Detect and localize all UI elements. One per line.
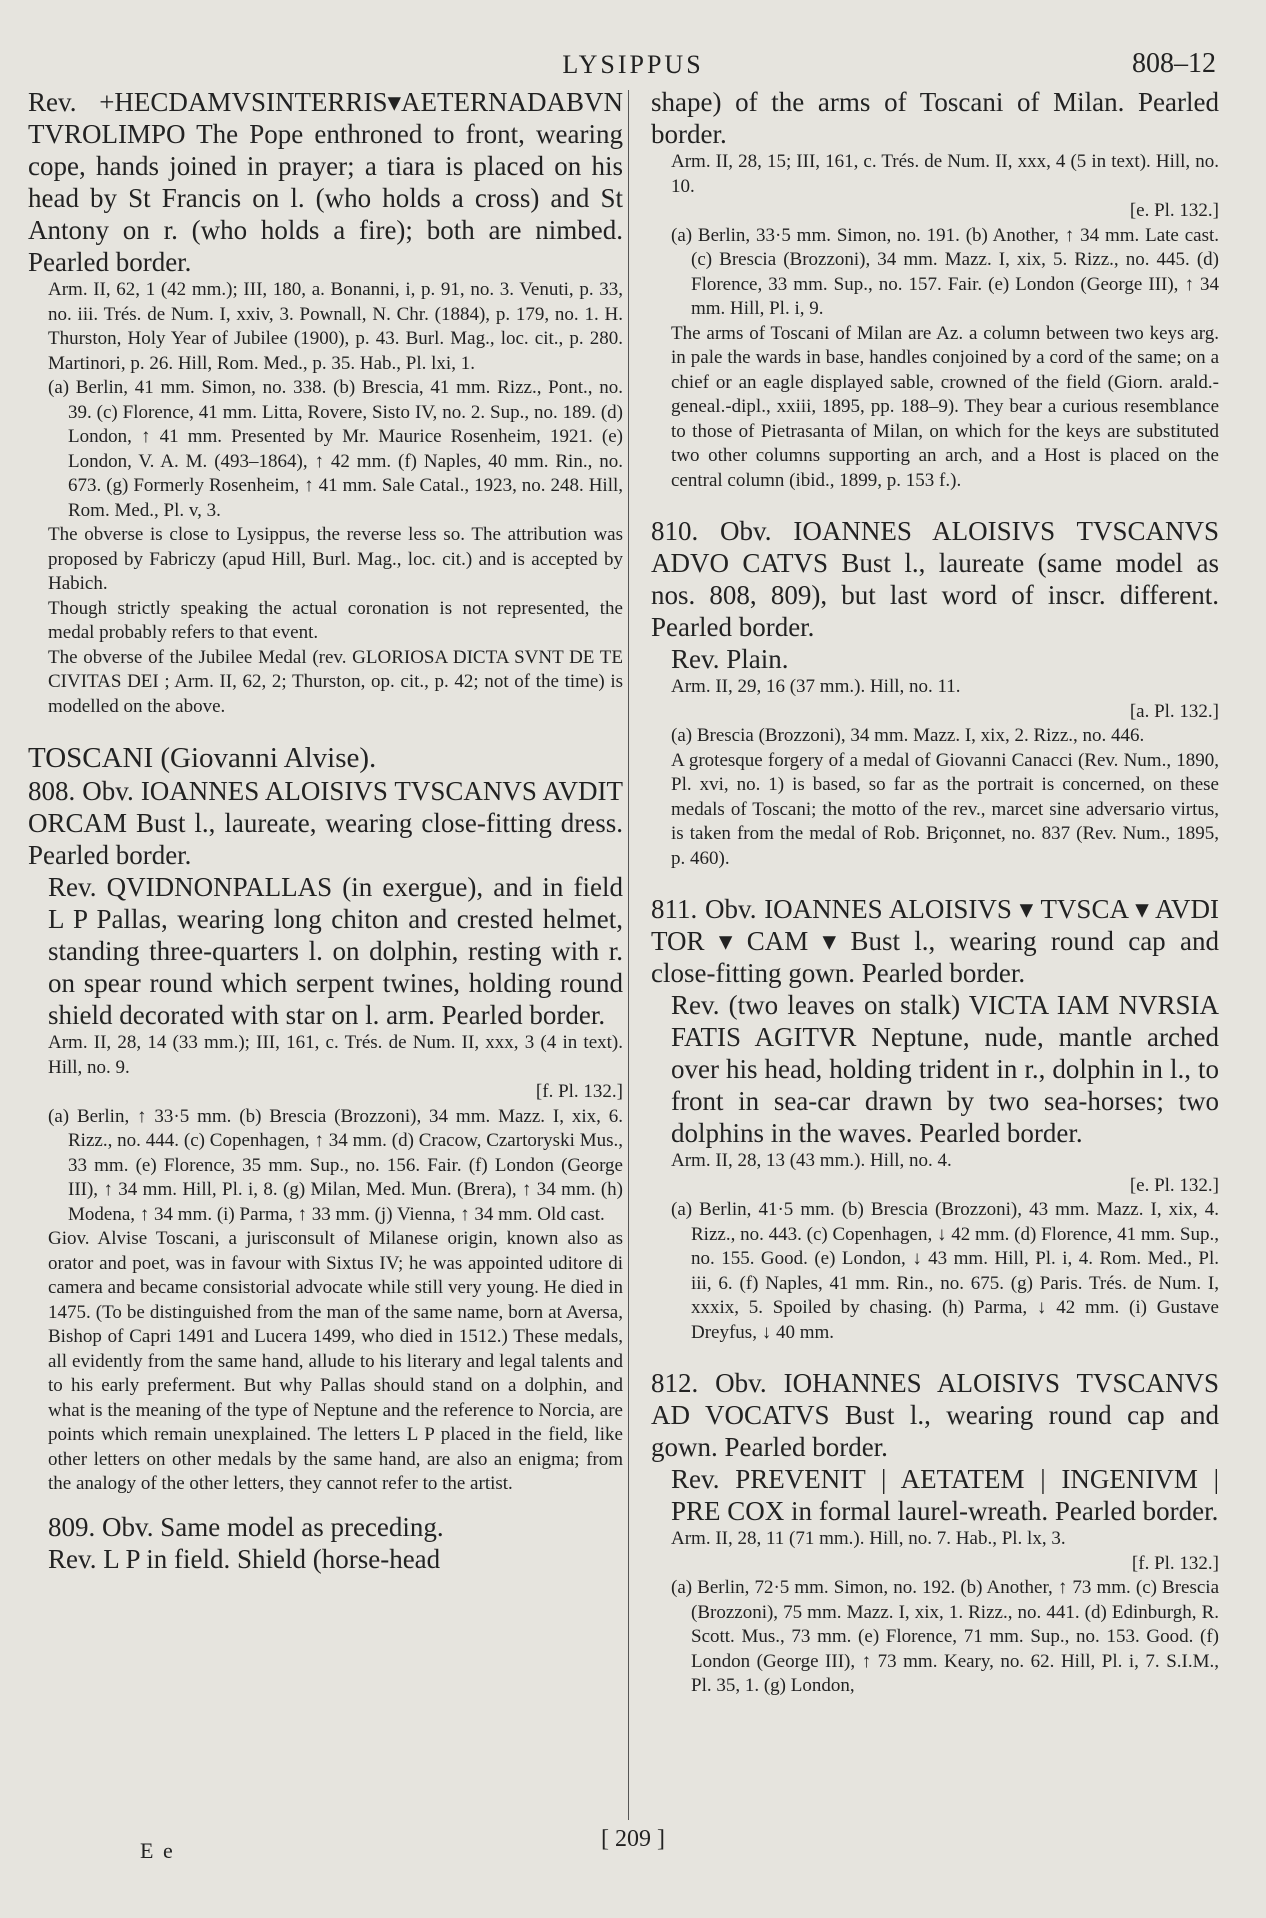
references-811: Arm. II, 28, 13 (43 mm.). Hill, no. 4. <box>671 1150 952 1171</box>
references-809: Arm. II, 28, 15; III, 161, c. Trés. de Num. II, xxx, 4 (5 in text). Hill, no. 10. <box>671 151 1219 197</box>
plate-808: [f. Pl. 132.] <box>535 1081 623 1102</box>
obverse-810: 810. Obv. IOANNES ALOISIVS TVSCANVS ADVO CATVS Bust l., laureate (same model as nos. 808, 809), but last word of inscr. different. Pearled border. <box>651 516 1219 642</box>
left-column <box>28 86 623 1575</box>
obverse-812: 812. Obv. IOHANNES ALOISIVS TVSCANVS AD VOCATVS Bust l., wearing round cap and gown. Pearled border. <box>651 1368 1219 1462</box>
plate-809: [e. Pl. 132.] <box>1129 200 1219 221</box>
plate-812: [f. Pl. 132.] <box>1131 1552 1219 1574</box>
note-810: A grotesque forgery of a medal of Giovanni Canacci (Rev. Num., 1890, Pl. xvi, no. 1) is based, so far as the portrait is concerned, on these medals of Toscani; the motto of the rev., marcet sine adversario virtus, is taken from the medal of Rob. Briçonnet, no. 837 (Rev. Num., 1895, p. 460). <box>671 749 1219 869</box>
reverse-807: Rev. +HECDAMVSINTERRIS▾AETERNADABVN TVROLIMPO The Pope enthroned to front, wearing cope, hands joined in prayer; a tiara is placed on his head by St Francis on l. (who holds a cross) and St Antony on r. (who holds a fire); both are nimbed. Pearled border. <box>28 87 623 277</box>
reverse-808: Rev. QVIDNONPALLAS (in exergue), and in field L P Pallas, wearing long chiton and crested helmet, standing three-quarters l. on dolphin, resting with r. on spear round which serpent twines, holding round shield decorated with star on l. arm. Pearled border. <box>48 872 623 1030</box>
page-number: [ 209 ] <box>601 1826 665 1852</box>
specimens-807: (a) Berlin, 41 mm. Simon, no. 338. (b) Brescia, 41 mm. Rizz., Pont., no. 39. (c) Florence, 41 mm. Litta, Rovere, Sisto IV, no. 2. Sup., no. 189. (d) London, ↑ 41 mm. Presented by Mr. Maurice Rosenheim, 1921. (e) London, V. A. M. (493–1864), ↑ 42 mm. (f) Naples, 40 mm. Rin., no. 673. (g) Formerly Rosenheim, ↑ 41 mm. Sale Catal., 1923, no. 248. Hill, Rom. Med., Pl. v, 3. <box>48 377 623 521</box>
running-title: LYSIPPUS <box>562 50 704 79</box>
obverse-809: 809. Obv. Same model as preceding. <box>48 1511 444 1542</box>
reverse-810: Rev. Plain. <box>671 644 789 674</box>
specimens-809: (a) Berlin, 33·5 mm. Simon, no. 191. (b) Another, ↑ 34 mm. Late cast. (c) Brescia (Brozzoni), 34 mm. Mazz. I, xix, 5. Rizz., no. 445. (d) Florence, 33 mm. Sup., no. 157. Fair. (e) London (George III), ↑ 34 mm. Hill, Pl. i, 9. <box>671 224 1219 319</box>
note-807-2: Though strictly speaking the actual coronation is not represented, the medal probably refers to that event. <box>48 597 623 643</box>
reverse-811: Rev. (two leaves on stalk) VICTA IAM NVRSIA FATIS AGITVR Neptune, nude, mantle arched over his head, holding trident in r., dolphin in l., to front in sea-car drawn by two sea-horses; two dolphins in the waves. Pearled border. <box>671 990 1219 1148</box>
specimens-810: (a) Brescia (Brozzoni), 34 mm. Mazz. I, xix, 2. Rizz., no. 446. <box>671 725 1145 746</box>
note-807-3: The obverse of the Jubilee Medal (rev. GLORIOSA DICTA SVNT DE TE CIVITAS DEI ; Arm. II, 62, 2; Thurston, op. cit., p. 42; not of the time) is modelled on the above. <box>48 646 623 717</box>
obverse-808: 808. Obv. IOANNES ALOISIVS TVSCANVS AVDIT ORCAM Bust l., laureate, wearing close-fitting dress. Pearled border. <box>28 776 623 870</box>
biography-toscani: Giov. Alvise Toscani, a jurisconsult of Milanese origin, known also as orator and poet, was in favour with Sixtus IV; he was appointed uditore di camera and became consistorial advocate while still very young. He died in 1475. (To be distinguished from the man of the same name, born at Aversa, Bishop of Capri 1491 and Lucera 1499, who died in 1512.) These medals, all evidently from the same hand, allude to his literary and legal talents and to his early preferment. But why Pallas should stand on a dolphin, and what is the meaning of the type of Neptune and the reference to Norcia, are points which remain unexplained. The letters L P placed in the field, like other letters on other medals by the same hand, are also an enigma; from the analogy of the other letters, they cannot refer to the artist. <box>48 1228 623 1494</box>
references-810: Arm. II, 29, 16 (37 mm.). Hill, no. 11. <box>671 676 961 697</box>
specimens-812: (a) Berlin, 72·5 mm. Simon, no. 192. (b) Another, ↑ 73 mm. (c) Brescia (Brozzoni), 75 mm. Mazz. I, xix, 1. Rizz., no. 441. (d) Edinburgh, R. Scott. Mus., 73 mm. (e) Florence, 71 mm. Sup., no. 153. Good. (f) London (George III), ↑ 73 mm. Keary, no. 62. Hill, Pl. i, 7. S.I.M., Pl. 35, 1. (g) London, <box>671 1577 1219 1696</box>
plate-811: [e. Pl. 132.] <box>1129 1174 1219 1196</box>
references-807: Arm. II, 62, 1 (42 mm.); III, 180, a. Bonanni, i, p. 91, no. 3. Venuti, p. 33, no. iii. Trés. de Num. I, xxiv, 3. Pownall, N. Chr. (1884), p. 179, no. 1. H. Thurston, Holy Year of Jubilee (1900), p. 43. Burl. Mag., loc. cit., p. 280. Martinori, p. 26. Hill, Rom. Med., p. 35. Hab., Pl. lxi, 1. <box>48 279 623 374</box>
page-range: 808–12 <box>1132 48 1216 79</box>
note-807-1: The obverse is close to Lysippus, the reverse less so. The attribution was proposed by Fabriczy (apud Hill, Burl. Mag., loc. cit.) and is accepted by Habich. <box>48 524 623 594</box>
column-divider <box>628 90 629 1820</box>
reverse-812: Rev. PREVENIT | AETATEM | INGENIVM | PRE COX in formal laurel-wreath. Pearled border. <box>671 1464 1219 1526</box>
references-812: Arm. II, 28, 11 (71 mm.). Hill, no. 7. Hab., Pl. lx, 3. <box>671 1528 1066 1549</box>
specimens-811: (a) Berlin, 41·5 mm. (b) Brescia (Brozzoni), 43 mm. Mazz. I, xix, 4. Rizz., no. 443. (c) Copenhagen, ↓ 42 mm. (d) Florence, 41 mm. Sup., no. 155. Good. (e) London, ↓ 43 mm. Hill, Pl. i, 4. Rom. Med., Pl. iii, 6. (f) Naples, 41 mm. Rin., no. 675. (g) Paris. Trés. de Num. I, xxxix, 5. Spoiled by chasing. (h) Parma, ↓ 42 mm. (i) Gustave Dreyfus, ↓ 40 mm. <box>671 1199 1219 1343</box>
reverse-809-end: shape) of the arms of Toscani of Milan. Pearled border. <box>651 87 1219 149</box>
signature-mark: E e <box>140 1838 175 1863</box>
specimens-808: (a) Berlin, ↑ 33·5 mm. (b) Brescia (Brozzoni), 34 mm. Mazz. I, xix, 6. Rizz., no. 444. (c) Copenhagen, ↑ 34 mm. (d) Cracow, Czartoryski Mus., 33 mm. (e) Florence, 35 mm. Sup., no. 156. Fair. (f) London (George III), ↑ 34 mm. Hill, Pl. i, 8. (g) Milan, Med. Mun. (Brera), ↑ 34 mm. (h) Modena, ↑ 34 mm. (i) Parma, ↑ 33 mm. (j) Vienna, ↑ 34 mm. Old cast. <box>48 1105 623 1225</box>
section-heading-toscani: TOSCANI (Giovanni Alvise). <box>28 742 377 774</box>
note-809: The arms of Toscani of Milan are Az. a column between two keys arg. in pale the wards in base, handles conjoined by a cord of the same; on a chief or an eagle displayed sable, crowned of the field (Giorn. arald.-geneal.-dipl., xxiii, 1895, pp. 188–9). They bear a curious resemblance to those of Pietrasanta of Milan, on which for the keys are substituted two other columns supporting an arch, and a Host is placed on the central column (ibid., 1899, p. 153 f.). <box>671 322 1219 491</box>
plate-810: [a. Pl. 132.] <box>1129 700 1219 722</box>
reverse-809-start: Rev. L P in field. Shield (horse-head <box>48 1543 441 1574</box>
right-column <box>651 86 1219 1699</box>
obverse-811: 811. Obv. IOANNES ALOISIVS ▾ TVSCA ▾ AVDI TOR ▾ CAM ▾ Bust l., wearing round cap and close-fitting gown. Pearled border. <box>651 894 1219 988</box>
references-808: Arm. II, 28, 14 (33 mm.); III, 161, c. Trés. de Num. II, xxx, 3 (4 in text). Hill, no. 9. <box>48 1032 623 1078</box>
